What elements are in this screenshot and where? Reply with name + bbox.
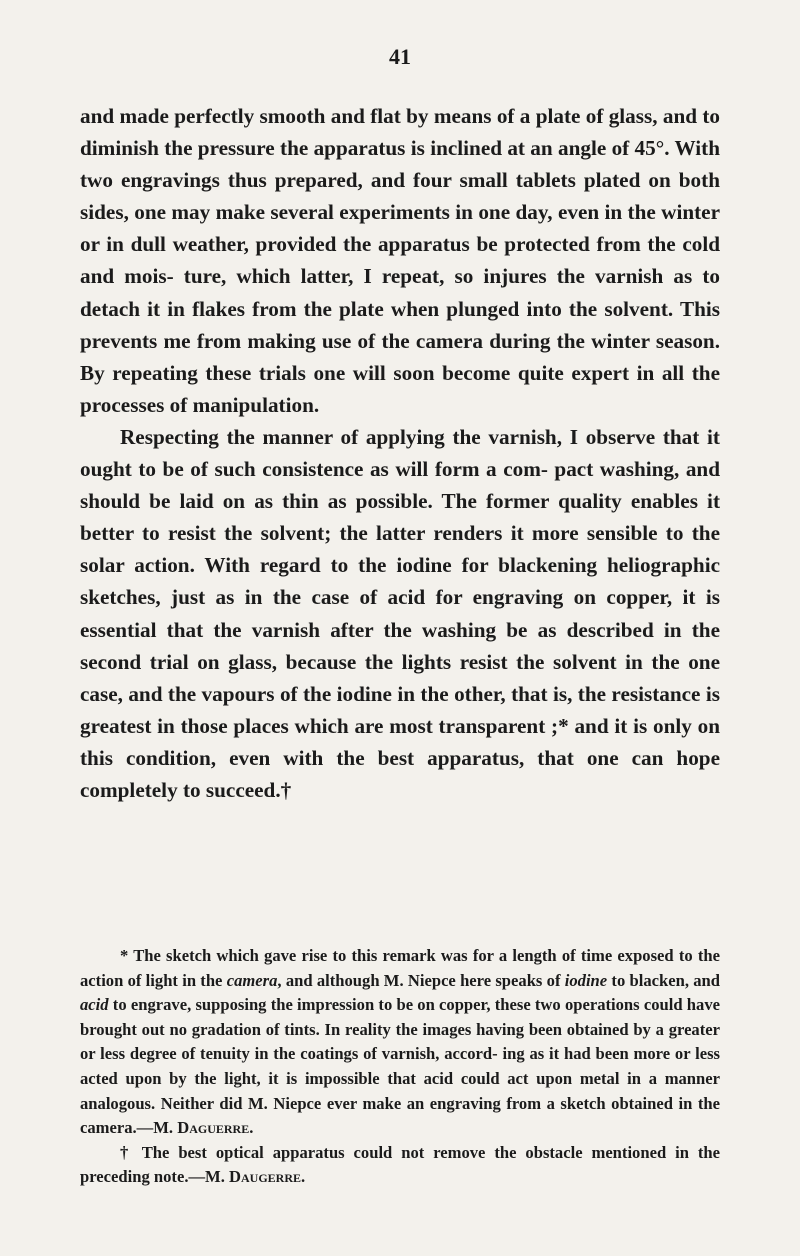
- footnote-1: [80, 944, 720, 1141]
- footnote-1-text-d: to engrave, supposing the impression to be on copper, these two operations could have brought out no gradation of tints. In reality the images having been obtained by a greater or less degree of tenuity in the coatings of varnish, accord- ing as it had been more or less acted upon by the light, it is impossible that acid could act upon metal in a manner analogous. Neither did M. Niepce ever make an engraving from a sketch obtained in the camera.—M.: [80, 995, 720, 1138]
- footnote-1-acid-italic: acid: [80, 995, 109, 1015]
- footnote-1-signature: Daguerre.: [177, 1118, 254, 1138]
- footnote-1-text-b: , and although M. Niepce here speaks of: [277, 970, 565, 990]
- footnote-1-text-a: * The sketch which gave rise to this remark was for a length of time exposed to the action of light in the: [80, 946, 720, 990]
- paragraph-2: Respecting the manner of applying the varnish, I observe that it ought to be of such consistence as will form a com- pact washing, and should be laid on as thin as possible. The former quality enables it better to resist the solvent; the latter renders it more sensible to the solar action. With regard to the iodine for blackening heliographic sketches, just as in the case of acid for engraving on copper, it is essential that the varnish after the washing be as described in the second trial on glass, because the lights resist the solvent in the one case, and the vapours of the iodine in the other, that is, the resistance is greatest in those places which are most transparent ;* and it is only on this condition, even with the best apparatus, that one can hope completely to succeed.†: [80, 424, 720, 802]
- body-text: [80, 100, 720, 806]
- footnote-2-signature: Daugerre.: [229, 1167, 306, 1187]
- footnote-1-text-c: to blacken, and: [607, 970, 720, 990]
- footnote-1-camera-italic: camera: [226, 970, 278, 990]
- page-number: 41: [389, 44, 411, 69]
- footnotes: [80, 944, 720, 1190]
- footnote-2: [80, 1141, 720, 1190]
- paragraph-1: and made perfectly smooth and flat by means of a plate of glass, and to diminish the pressure the apparatus is inclined at an angle of 45°. With two engravings thus prepared, and four small tablets plated on both sides, one may make several experiments in one day, even in the winter or in dull weather, provided the apparatus be protected from the cold and mois- ture, which latter, I repeat, so injures the varnish as to detach it in flakes from the plate when plunged into the solvent. This prevents me from making use of the camera during the winter season. By repeating these trials one will soon become quite expert in all the processes of manipulation.: [80, 104, 720, 417]
- footnote-1-iodine-italic: iodine: [564, 970, 608, 990]
- footnote-2-text: † The best optical apparatus could not remove the obstacle mentioned in the preceding note.—M.: [80, 1142, 720, 1187]
